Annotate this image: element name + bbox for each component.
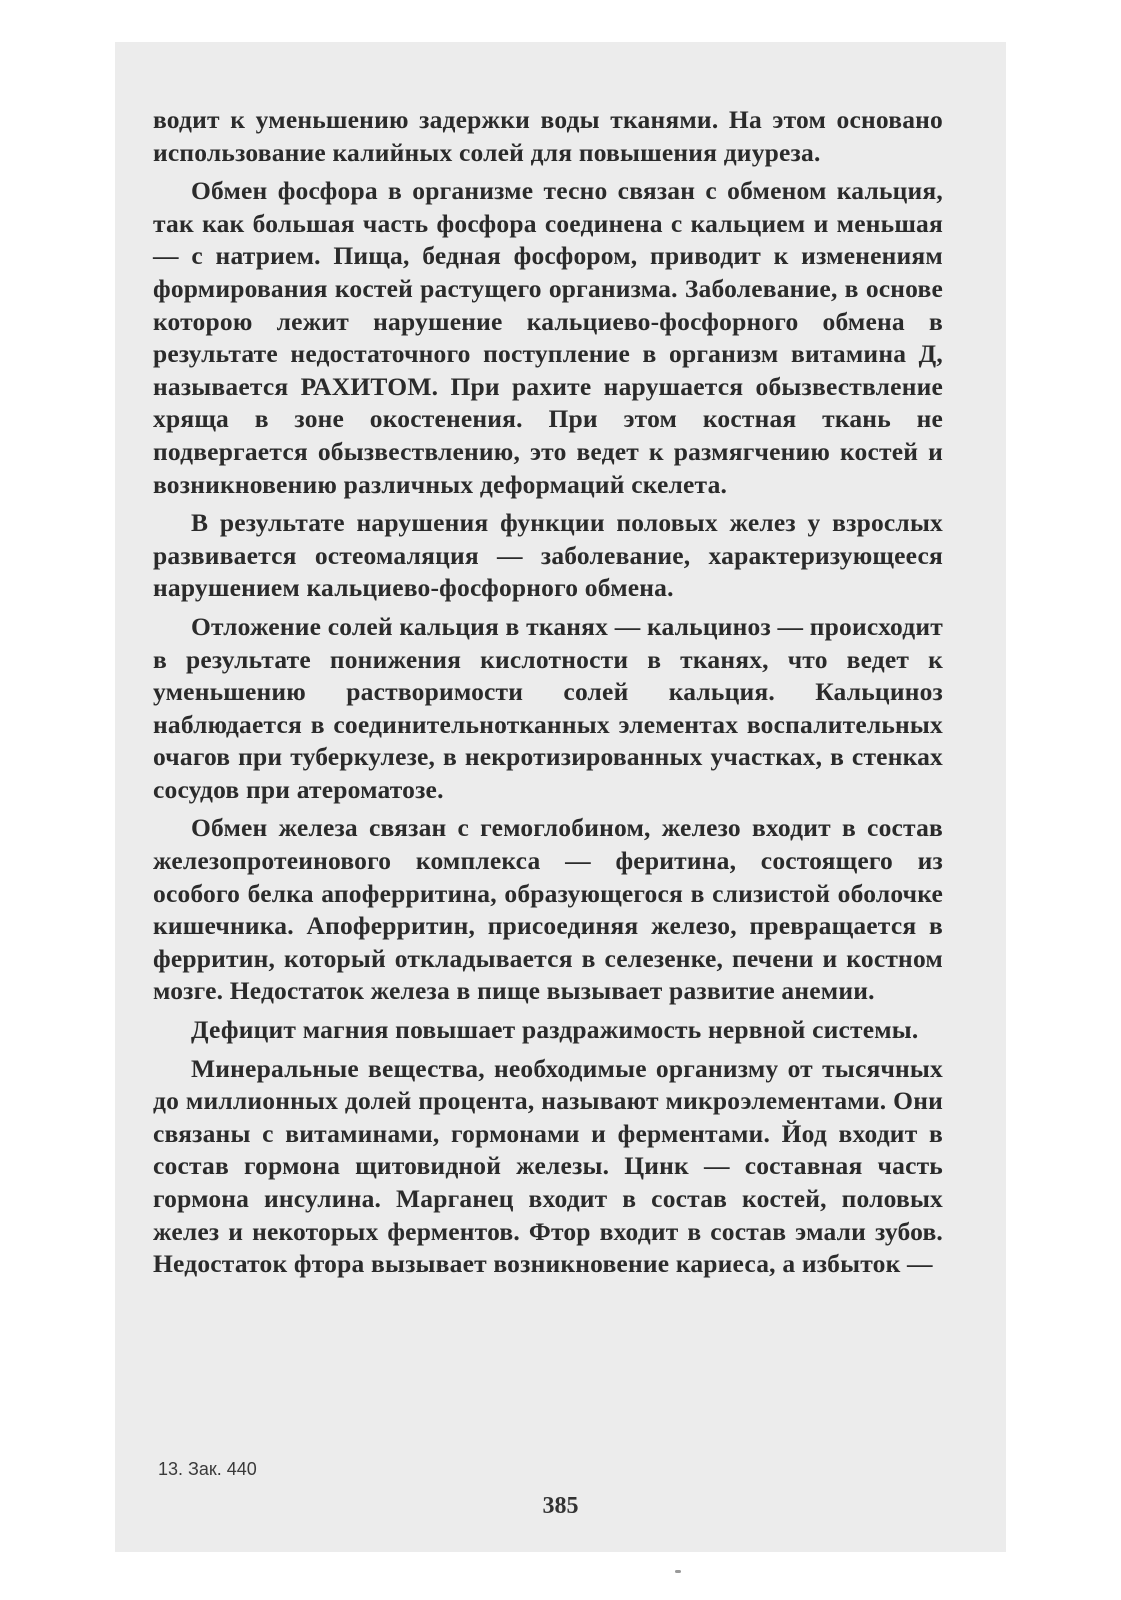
paragraph: водит к уменьшению задержки воды тканями. На этом основано использование калийных солей для повышения диуреза. — [153, 105, 943, 167]
paragraph: В результате нарушения функции половых желез у взрослых развивается остеомаляция — заболевание, характеризующееся нарушением кальциево-фосфорного обмена. — [153, 508, 943, 603]
paragraph: Минеральные вещества, необходимые организму от тысячных до миллионных долей процента, называют микроэлементами. Они связаны с витаминами, гормонами и ферментами. Йод входит в состав гормона щитовидной железы. Цинк — составная часть гормона инсулина. Марганец входит в состав костей, половых желез и некоторых ферментов. Фтор входит в состав эмали зубов. Недостаток фтора вызывает возникновение кариеса, а избыток — — [153, 1053, 943, 1279]
body-text — [153, 104, 943, 1287]
page-number: 385 — [542, 1493, 579, 1519]
paragraph: Обмен железа связан с гемоглобином, железо входит в состав железопротеинового комплекса — феритина, состоящего из особого белка апоферритина, образующегося в слизистой оболочке кишечника. Апоферритин, присоединяя железо, превращается в ферритин, который откладывается в селезенке, печени и костном мозге. Недостаток железа в пище вызывает развитие анемии. — [153, 813, 943, 1006]
paragraph: Отложение солей кальция в тканях — кальциноз — происходит в результате понижения кислотности в тканях, что ведет к уменьшению растворимости солей кальция. Кальциноз наблюдается в соединительнотканных элементах воспалительных очагов при туберкулезе, в некротизированных участках, в стенках сосудов при атероматозе. — [153, 611, 943, 804]
scan-speck — [675, 1570, 681, 1573]
paragraph: Дефицит магния повышает раздражимость нервной системы. — [191, 1015, 919, 1045]
print-order-note: 13. Зак. 440 — [158, 1459, 257, 1479]
paragraph: Обмен фосфора в организме тесно связан с обменом кальция, так как большая часть фосфора соединена с кальцием и меньшая — с натрием. Пища, бедная фосфором, приводит к изменениям формирования костей растущего организма. Заболевание, в основе которою лежит нарушение кальциево-фосфорного обмена в результате недостаточного поступление в организм витамина Д, называется РАХИТОМ. При рахите нарушается обызвествление хряща в зоне окостенения. При этом костная ткань не подвергается обызвествлению, это ведет к размягчению костей и возникновению различных деформаций скелета. — [153, 176, 943, 499]
book-page — [115, 42, 1006, 1552]
